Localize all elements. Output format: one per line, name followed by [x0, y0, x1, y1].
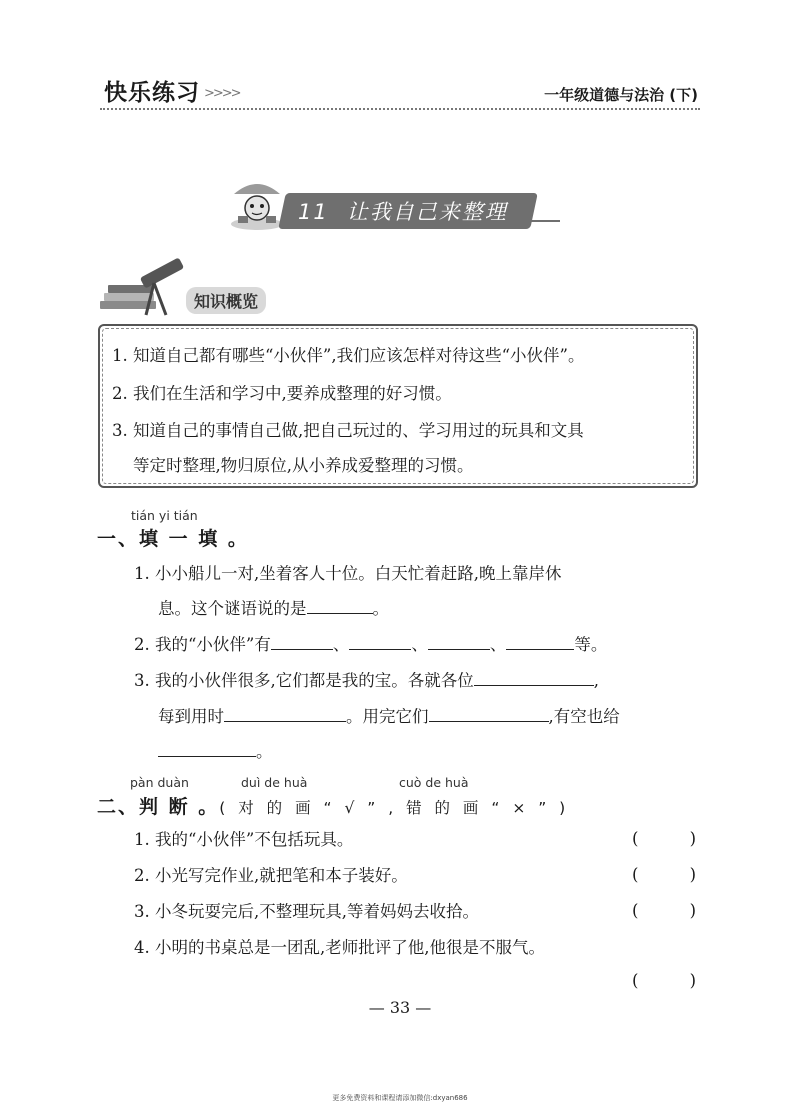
header-title: 快乐练习: [104, 80, 200, 106]
separator: 、: [332, 635, 350, 654]
blank-partner-4[interactable]: [506, 633, 574, 650]
separator: 、: [489, 635, 507, 654]
knowledge-item-3: 3. 知道自己的事情自己做,把自己玩过的、学习用过的玩具和文具: [112, 421, 584, 440]
question-3-part-b: 。用完它们: [346, 707, 429, 726]
paren-open: (: [632, 971, 639, 990]
lesson-number: 11: [298, 200, 329, 224]
question-3-line-2: [158, 705, 620, 728]
lesson-name: 让我自己来整理: [346, 200, 508, 224]
knowledge-item-3-cont: 等定时整理,物归原位,从小养成爱整理的习惯。: [133, 456, 474, 475]
page-number: — 33 —: [368, 998, 432, 1017]
question-3-part-c: ,有空也给: [548, 707, 620, 726]
blank-after-use[interactable]: [429, 705, 549, 722]
footer-note: 更多免费资料和课程请添加微信:dxyan686: [332, 1094, 468, 1102]
blank-place[interactable]: [474, 669, 594, 686]
question-3-text: 3. 我的小伙伴很多,它们都是我的宝。各就各位: [134, 671, 474, 690]
judge-answer-1[interactable]: [632, 829, 696, 848]
question-1-text: 息。这个谜语说的是: [158, 599, 307, 618]
blank-partner-3[interactable]: [428, 633, 490, 650]
header-subject: 一年级道德与法治 (下): [544, 86, 698, 104]
question-1-end: 。: [372, 599, 389, 618]
question-3-comma: ,: [593, 671, 599, 690]
question-1-line-1: 1. 小小船儿一对,坐着客人十位。白天忙着赶路,晚上靠岸休: [134, 564, 562, 583]
section2-pinyin-judge: pàn duàn: [130, 775, 189, 790]
knowledge-item-2: 2. 我们在生活和学习中,要养成整理的好习惯。: [112, 384, 452, 403]
section2-instruction: ( 对 的 画 “ √ ” , 错 的 画 “ × ” ): [219, 799, 570, 817]
judge-item-2: 2. 小光写完作业,就把笔和本子装好。: [134, 866, 408, 885]
question-2-end: 等。: [574, 635, 608, 654]
question-3-line-1: [134, 669, 599, 692]
section1-title: [97, 524, 249, 551]
section2-pinyin-wrong: cuò de huà: [399, 775, 469, 790]
section2-heading: 判 断 。: [139, 796, 220, 818]
paren-close: ): [689, 865, 696, 884]
judge-answer-3[interactable]: [632, 901, 696, 920]
question-3-part-a: 每到用时: [158, 707, 224, 726]
knowledge-item-1: 1. 知道自己都有哪些“小伙伴”,我们应该怎样对待这些“小伙伴”。: [112, 346, 585, 365]
lesson-title: [298, 196, 528, 226]
paren-open: (: [632, 901, 639, 920]
paren-close: ): [689, 901, 696, 920]
judge-item-3: 3. 小冬玩耍完后,不整理玩具,等着妈妈去收拾。: [134, 902, 479, 921]
paren-open: (: [632, 865, 639, 884]
section2-prefix: 二、: [97, 796, 140, 818]
section2-title: [97, 792, 569, 819]
judge-answer-2[interactable]: [632, 865, 696, 884]
separator: 、: [411, 635, 428, 654]
judge-item-4: 4. 小明的书桌总是一团乱,老师批评了他,他很是不服气。: [134, 938, 545, 957]
question-3-end: 。: [256, 742, 273, 761]
knowledge-label: 知识概览: [186, 287, 266, 314]
header-arrows: >>>>: [204, 86, 240, 101]
blank-partner-1[interactable]: [271, 633, 333, 650]
blank-partner-2[interactable]: [349, 633, 411, 650]
paren-close: ): [689, 971, 696, 990]
blank-when-use[interactable]: [224, 705, 346, 722]
paren-close: ): [689, 829, 696, 848]
paren-open: (: [632, 829, 639, 848]
header-divider: [100, 108, 700, 110]
question-2-text: 2. 我的“小伙伴”有: [134, 635, 271, 654]
blank-riddle-answer[interactable]: [307, 597, 373, 614]
section1-prefix: 一、: [97, 528, 140, 550]
section1-heading: 填 一 填 。: [139, 528, 249, 550]
question-1-line-2: [158, 597, 389, 620]
telescope-icon: [96, 253, 188, 317]
blank-spare-time[interactable]: [158, 740, 256, 757]
judge-item-1: 1. 我的“小伙伴”不包括玩具。: [134, 830, 354, 849]
question-2: [134, 633, 607, 656]
judge-answer-4[interactable]: [632, 971, 696, 990]
section2-pinyin-right: duì de huà: [241, 775, 308, 790]
question-3-line-3: [158, 740, 273, 763]
section1-pinyin: tián yi tián: [131, 508, 198, 523]
